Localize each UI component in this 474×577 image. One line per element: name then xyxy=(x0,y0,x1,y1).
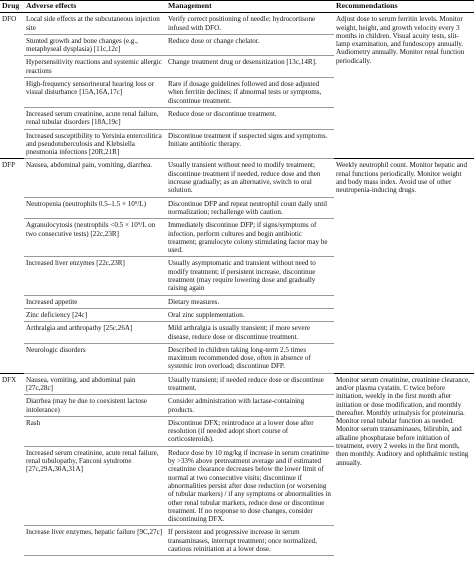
recommendations-cell: Adjust dose to serum ferritin levels. Monitor weight, height, and growth velocity every 3 months in children. Visual acuity tests, slit-lamp examination, and fundoscopy annually. Audiometry annually. Monitor renal function periodically. xyxy=(334,13,474,159)
adverse-effect-cell: Increased liver enzymes [22c,23R] xyxy=(24,257,166,295)
management-cell: Rare if dosage guidelines followed and dose adjusted when ferritin declines; if abnormal tests or symptoms, discontinue treatment. xyxy=(166,78,334,108)
table-row xyxy=(0,159,474,197)
management-cell: Verify correct positioning of needle; hydrocortisone infused with DFO. xyxy=(166,13,334,35)
adverse-effect-cell: Increased appetite xyxy=(24,295,166,308)
management-cell: Usually transient; if needed reduce dose or discontinue treatment. xyxy=(166,373,334,395)
management-cell: Mild arthralgia is usually transient; if more severe disease, reduce dose or discontinue treatment. xyxy=(166,322,334,344)
header-adverse-effects: Adverse effects xyxy=(24,1,166,13)
management-cell: Dietary measures. xyxy=(166,295,334,308)
management-cell: Reduce dose by 10 mg/kg if increase in serum creatinine by >33% above pretreatment average and if estimated creatinine clearance decreases below the lower limit of normal at two consecutive visits; discontinue if abnormalities persist after dose reduction (or worsening of tubular markers) / if any symptoms or abnormalities in other renal tubular markers, reduce dose or discontinue treatment. If no response to dose changes, consider discontinuing DFX. xyxy=(166,446,334,526)
management-cell: Reduce dose or discontinue treatment. xyxy=(166,107,334,129)
adverse-effect-cell: Increased serum creatinine, acute renal failure, renal tubulopathy, Fanconi syndrome [27c,29A,30A,31A] xyxy=(24,446,166,526)
adverse-effect-cell: Nausea, vomiting, and abdominal pain [27c,28c] xyxy=(24,373,166,395)
table-row xyxy=(0,373,474,395)
management-cell: Usually asymptomatic and transient without need to modify treatment; if persistent increase, discontinue treatment (may require lowering dose and gradually raising again xyxy=(166,257,334,295)
recommendations-cell: Monitor serum creatinine, creatinine clearance, and/or plasma cystatin. C twice before initiation, weekly in the first month after initiation or dose modification, and monthly thereafter. Monthly urinalysis for proteinuria. Monitor renal tubular function as needed. Monitor serum transaminases, bilirubin, and alkaline phosphatase before initiation of treatment, every 2 weeks in the first month, then monthly. Auditory and ophthalmic testing annually. xyxy=(334,373,474,556)
management-cell: Described in children taking long-term 2.5 times maximum recommended dose, often in absence of systemic iron overload; discontinue DFP. xyxy=(166,343,334,373)
management-cell: Discontinue DFP and repeat neutrophil count daily until normalization; rechallenge with caution. xyxy=(166,197,334,219)
recommendations-cell: Weekly neutrophil count. Monitor hepatic and renal functions periodically. Monitor weight and body mass index. Avoid use of other neutropenia-inducing drugs. xyxy=(334,159,474,373)
adverse-effect-cell: Neurologic disorders xyxy=(24,343,166,373)
management-cell: Discontinue treatment if suspected signs and symptoms. Initiate antibiotic therapy. xyxy=(166,129,334,159)
adverse-effect-cell: Increase liver enzymes, hepatic failure [9C,27c] xyxy=(24,526,166,556)
adverse-effect-cell: Hypersensitivity reactions and systemic allergic reactions xyxy=(24,56,166,78)
adverse-effect-cell: Neutropenia (neutrophils 0.5–1.5 × 10⁹/L) xyxy=(24,197,166,219)
header-drug: Drug xyxy=(0,1,24,13)
adverse-effect-cell: Zinc deficiency [24c] xyxy=(24,308,166,321)
adverse-effect-cell: Increased serum creatinine, acute renal failure, renal tubular disorders [18A,19c] xyxy=(24,107,166,129)
management-cell: Consider administration with lactase-containing products. xyxy=(166,395,334,417)
adverse-effect-cell: Local side effects at the subcutaneous injection site xyxy=(24,13,166,35)
header-management: Management xyxy=(166,1,334,13)
drug-cell: DFX xyxy=(0,373,24,556)
adverse-effect-cell: Diarrhea (may be due to coexistent lactose intolerance) xyxy=(24,395,166,417)
drug-cell: DFO xyxy=(0,13,24,159)
adverse-effect-cell: Arthralgia and arthropathy [25c,26A] xyxy=(24,322,166,344)
table-row xyxy=(0,13,474,35)
adverse-effect-cell: Nausea, abdominal pain, vomiting, diarrhea. xyxy=(24,159,166,197)
management-cell: Immediately discontinue DFP; if signs/symptoms of infection, perform cultures and begin antibiotic treatment; granulocyte colony stimulating factor may be used. xyxy=(166,219,334,257)
drug-cell: DFP xyxy=(0,159,24,373)
management-cell: Change treatment drug or desensitization [13c,14R]. xyxy=(166,56,334,78)
adverse-effect-cell: High-frequency sensorineural hearing loss or visual disturbance [15A,16A,17c] xyxy=(24,78,166,108)
adverse-effect-cell: Rash xyxy=(24,416,166,446)
adverse-effect-cell: Agranulocytosis (neutrophils <0.5 × 10⁹/L on two consecutive tests) [22c,23R] xyxy=(24,219,166,257)
management-cell: Oral zinc supplementation. xyxy=(166,308,334,321)
adverse-effect-cell: Stunted growth and bone changes (e.g., metaphyseal dysplasia) [11c,12c] xyxy=(24,34,166,56)
adverse-effect-cell: Increased susceptibility to Yersinia entercolitica and pseudotuberculosis and Klebsiella pneumonia infections [20R,21R] xyxy=(24,129,166,159)
management-cell: Discontinue DFX; reintroduce at a lower dose after resolution (if needed adopt short course of corticosteroids). xyxy=(166,416,334,446)
management-cell: If persistent and progressive increase in serum transaminases, interrupt treatment; once normalized, cautious reinitiation at a lower dose. xyxy=(166,526,334,556)
management-cell: Usually transient without need to modify treatment; discontinue treatment if needed, reduce dose and then increase gradually; as an alternative, switch to oral solution. xyxy=(166,159,334,197)
management-cell: Reduce dose or change chelator. xyxy=(166,34,334,56)
header-row xyxy=(0,1,474,13)
header-recommendations: Recommendations xyxy=(334,1,474,13)
